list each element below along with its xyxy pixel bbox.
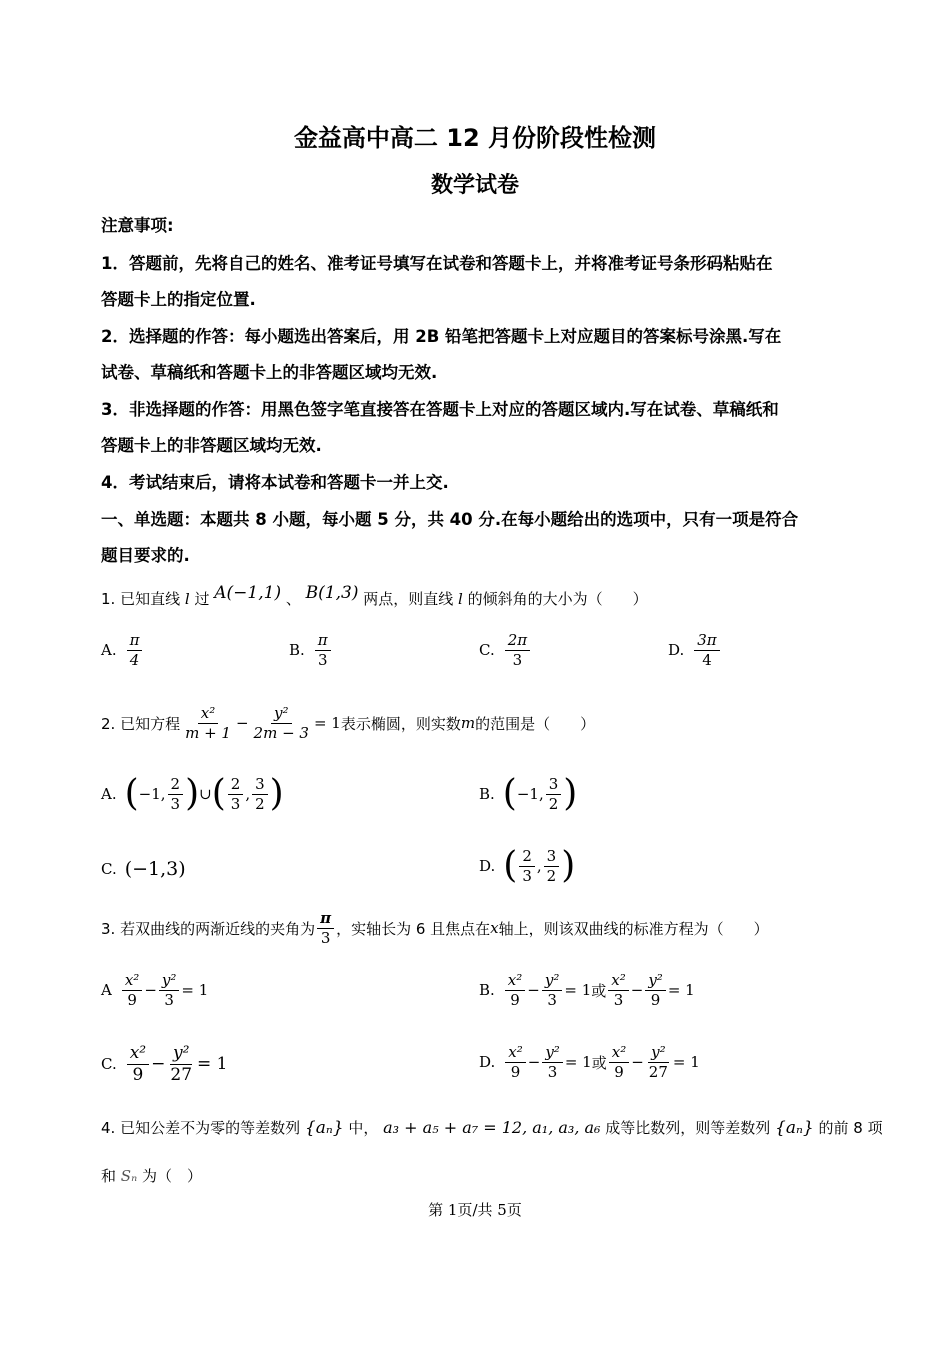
exam-title: 金益高中高二 12 月份阶段性检测 bbox=[293, 124, 657, 152]
q4-condition: a₃ + a₅ + a₇ = 12, a₁, a₃, a₆ bbox=[383, 1118, 601, 1137]
q2-suffix: 的范围是（ ） bbox=[475, 714, 596, 733]
q2-frac-1: $\frac{\text{x²}}{m + 1}$ bbox=[185, 704, 231, 742]
page-number: 第 1页/共 5页 bbox=[428, 1201, 522, 1219]
q1-option-d[interactable]: D. $\frac{3\pi}{4}$ bbox=[668, 632, 722, 668]
q1-option-a[interactable]: A. $\frac{\pi}{4}$ bbox=[101, 632, 144, 668]
q1-point-a: A(−1,1) bbox=[214, 583, 282, 603]
q4-mid1: 中， bbox=[348, 1119, 379, 1137]
q3-option-b[interactable]: B. $\frac{\text{x²}}{9}$ − $\frac{\text{y²}}{3}$ = 1 或 $\frac{\text{x²}}{3}$ − $\frac{\text{y²}}{9}$ = 1 bbox=[479, 971, 695, 1009]
question-3 bbox=[101, 910, 769, 946]
question-4-line-2 bbox=[101, 1165, 202, 1186]
q4-prefix: 4. 已知公差不为零的等差数列 bbox=[101, 1119, 301, 1137]
section-heading-1: 一、单选题：本题共 8 小题，每小题 5 分，共 40 分.在每小题给出的选项中，只有一项是符合 bbox=[101, 510, 799, 529]
q1-line-var-2: l bbox=[458, 590, 463, 608]
q1-line-var: l bbox=[184, 590, 190, 608]
q1-mid: 两点，则直线 bbox=[363, 590, 454, 608]
notice-heading: 注意事项: bbox=[101, 216, 174, 235]
q4-line2a: 和 bbox=[101, 1167, 117, 1185]
q2-m-var: m bbox=[460, 714, 476, 732]
notice-item-2b: 试卷、草稿纸和答题卡上的非答题区域均无效. bbox=[101, 363, 438, 382]
q2-mid: 表示椭圆，则实数 bbox=[340, 714, 461, 733]
q2-option-c[interactable]: C. (−1,3) bbox=[101, 858, 186, 880]
q4-mid3: 的前 8 项 bbox=[818, 1119, 883, 1137]
q3-suffix: 轴上，则该双曲线的标准方程为（ ） bbox=[498, 919, 769, 938]
q3-x-var: x bbox=[490, 919, 499, 937]
q3-prefix: 3. 若双曲线的两渐近线的夹角为 bbox=[101, 919, 316, 938]
q2-frac-2: $\frac{\text{y²}}{2m - 3}$ bbox=[253, 704, 309, 742]
notice-item-1b: 答题卡上的指定位置. bbox=[101, 290, 256, 309]
q3-option-a[interactable]: A $\frac{\text{x²}}{9}$ − $\frac{\text{y²}}{3}$ = 1 bbox=[101, 971, 209, 1009]
notice-item-3b: 答题卡上的非答题区域均无效. bbox=[101, 436, 322, 455]
q1-prefix: 1. 已知直线 bbox=[101, 590, 181, 608]
q4-line2b: 为（ ） bbox=[141, 1167, 202, 1185]
notice-item-3a: 3．非选择题的作答：用黑色签字笔直接答在答题卡上对应的答题区域内.写在试卷、草稿纸和 bbox=[101, 400, 779, 419]
q1-sep: 、 bbox=[285, 590, 301, 608]
q2-prefix: 2. 已知方程 bbox=[101, 714, 181, 733]
q2-minus: − bbox=[235, 714, 249, 732]
q1-suffix: 的倾斜角的大小为（ ） bbox=[467, 590, 648, 608]
question-4 bbox=[101, 1117, 883, 1138]
q3-option-d[interactable]: D. $\frac{\text{x²}}{9}$ − $\frac{\text{y²}}{3}$ = 1 或 $\frac{\text{x²}}{9}$ − $\frac{\text{y²}}{27}$ = 1 bbox=[479, 1043, 700, 1081]
q1-option-b[interactable]: B. $\frac{\pi}{3}$ bbox=[289, 632, 333, 668]
q2-option-d[interactable]: D. ( $\frac{2}{3}$ , $\frac{3}{2}$ ) bbox=[479, 845, 576, 886]
q3-mid: ，实轴长为 6 且焦点在 bbox=[336, 919, 491, 938]
q3-angle: $\frac{\pi}{3}$ bbox=[317, 910, 334, 946]
section-heading-2: 题目要求的. bbox=[101, 546, 190, 565]
q1-pass: 过 bbox=[194, 590, 210, 608]
q4-sum-var: Sₙ bbox=[120, 1167, 138, 1185]
exam-subtitle: 数学试卷 bbox=[430, 173, 519, 198]
q4-seq-2: {aₙ} bbox=[775, 1118, 814, 1138]
q4-seq: {aₙ} bbox=[304, 1118, 344, 1138]
q4-mid2: 成等比数列，则等差数列 bbox=[605, 1119, 771, 1137]
q1-option-c[interactable]: C. $\frac{2\pi}{3}$ bbox=[479, 632, 532, 668]
q3-option-c[interactable]: C. $\frac{\text{x²}}{9}$ − $\frac{\text{y²}}{27}$ = 1 bbox=[101, 1043, 228, 1085]
q1-point-b: B(1,3) bbox=[305, 583, 359, 603]
notice-item-4: 4．考试结束后，请将本试卷和答题卡一并上交. bbox=[101, 473, 449, 492]
notice-item-1a: 1．答题前，先将自己的姓名、准考证号填写在试卷和答题卡上，并将准考证号条形码粘贴在 bbox=[101, 254, 773, 273]
notice-item-2a: 2．选择题的作答：每小题选出答案后，用 2B 铅笔把答题卡上对应题目的答案标号涂黑.写在 bbox=[101, 327, 782, 346]
question-1 bbox=[101, 583, 648, 609]
question-2 bbox=[101, 705, 595, 741]
q2-eq: = 1 bbox=[313, 714, 341, 732]
q2-option-b[interactable]: B. ( −1, $\frac{3}{2}$ ) bbox=[479, 773, 578, 814]
q2-option-a[interactable]: A. ( −1, $\frac{2}{3}$ ) ∪ ( $\frac{2}{3}$ , $\frac{3}{2}$ ) bbox=[101, 773, 284, 814]
